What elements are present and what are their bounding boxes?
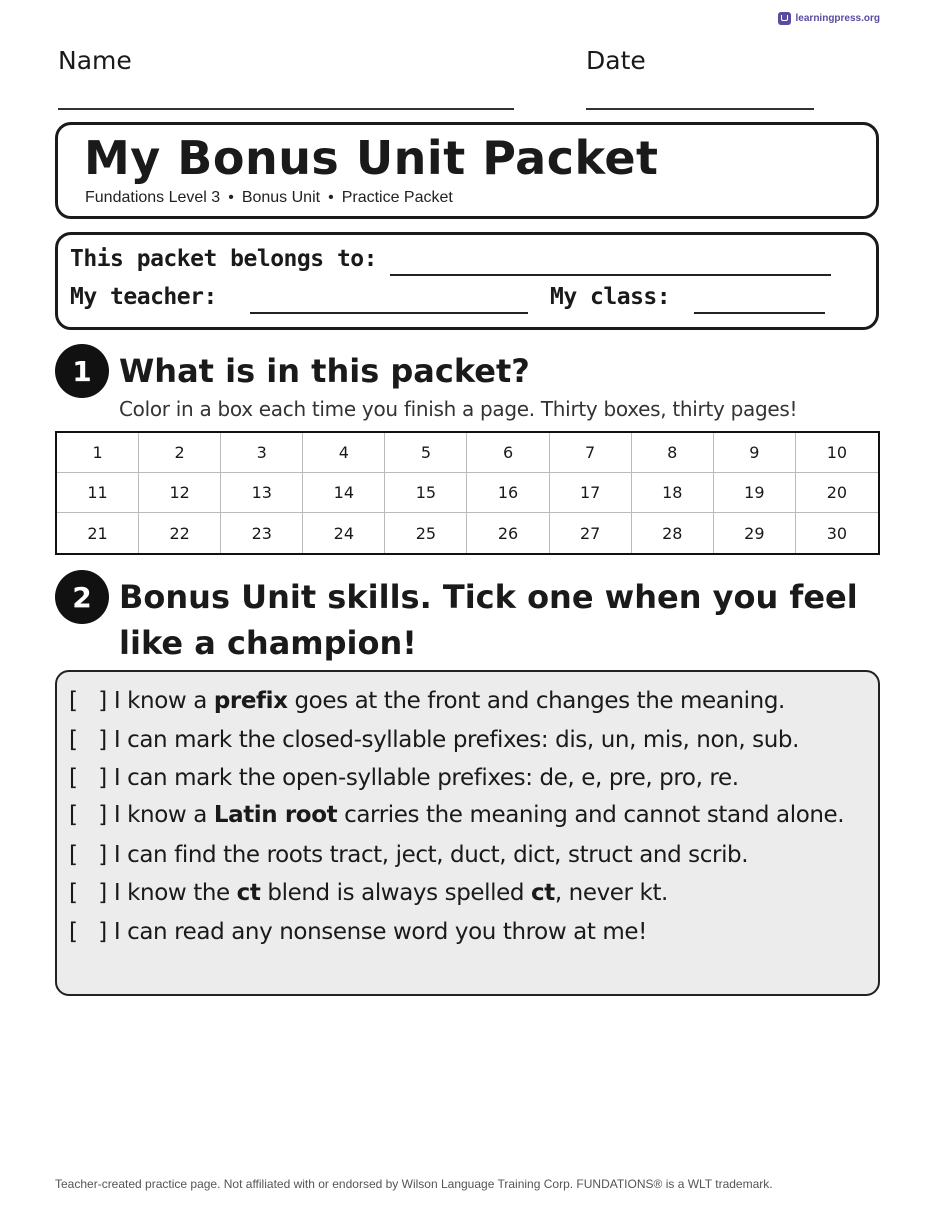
page-box[interactable]: 1	[57, 433, 139, 473]
page-box[interactable]: 20	[796, 473, 878, 513]
page-box[interactable]: 5	[385, 433, 467, 473]
section-1-title: What is in this packet?	[119, 352, 530, 390]
page-box[interactable]: 22	[139, 513, 221, 553]
skill-text: carries the meaning and cannot stand alone.	[337, 801, 845, 828]
skill-text: , never kt.	[554, 880, 668, 906]
page-box[interactable]: 15	[385, 473, 467, 513]
skill-item[interactable]	[69, 721, 866, 760]
skill-item[interactable]	[69, 913, 866, 952]
belongs-label: This packet belongs to:	[70, 246, 377, 272]
page-box[interactable]: 23	[221, 513, 303, 553]
page-box[interactable]: 13	[221, 473, 303, 513]
subtitle-unit: Bonus Unit	[241, 189, 321, 206]
skills-checklist	[55, 670, 880, 996]
section-1-instruction: Color in a box each time you finish a page. Thirty boxes, thirty pages!	[119, 397, 798, 421]
skill-item[interactable]	[69, 759, 866, 798]
page-box[interactable]: 26	[467, 513, 549, 553]
skill-text: blend is always spelled	[260, 880, 531, 906]
owner-line[interactable]	[390, 274, 831, 276]
page-tracker-grid	[55, 431, 880, 555]
page-box[interactable]: 8	[632, 433, 714, 473]
page-box[interactable]: 6	[467, 433, 549, 473]
teacher-label: My teacher:	[70, 284, 217, 310]
skill-item[interactable]	[69, 798, 866, 833]
subtitle-separator: •	[228, 189, 234, 206]
tick-box[interactable]: [ ]	[69, 880, 107, 906]
skill-text: I know a	[113, 688, 214, 714]
subtitle-packet: Practice Packet	[341, 189, 453, 206]
tick-box[interactable]: [ ]	[69, 726, 107, 753]
page-box[interactable]: 21	[57, 513, 139, 553]
title-box	[55, 122, 879, 219]
page-title: My Bonus Unit Packet	[84, 131, 659, 185]
skill-keyword: ct	[531, 880, 555, 906]
tick-box[interactable]: [ ]	[69, 765, 107, 791]
page-box[interactable]: 17	[550, 473, 632, 513]
page-box[interactable]: 11	[57, 473, 139, 513]
page-box[interactable]: 18	[632, 473, 714, 513]
section-1-number: 1	[55, 344, 109, 398]
subtitle-level: Fundations Level 3	[85, 189, 221, 206]
class-label: My class:	[550, 284, 671, 310]
belongs-box	[55, 232, 879, 330]
skill-text: I know a	[113, 801, 214, 828]
skill-keyword: prefix	[213, 688, 288, 714]
skill-keyword: Latin root	[213, 801, 338, 828]
section-2-number: 2	[55, 570, 109, 624]
section-2-title: Bonus Unit skills. Tick one when you feel like a champion!	[119, 578, 858, 662]
page-box[interactable]: 2	[139, 433, 221, 473]
page-box[interactable]: 3	[221, 433, 303, 473]
page-box[interactable]: 25	[385, 513, 467, 553]
page-box[interactable]: 27	[550, 513, 632, 553]
skill-text: goes at the front and changes the meaning.	[287, 688, 785, 714]
skill-item[interactable]	[69, 874, 866, 913]
page-box[interactable]: 12	[139, 473, 221, 513]
skill-text: I can mark the open-syllable prefixes: de, e, pre, pro, re.	[113, 765, 739, 791]
skill-keyword: ct	[236, 880, 261, 906]
brand-text: learningpress.org	[795, 13, 880, 24]
date-label: Date	[586, 46, 646, 75]
page-box[interactable]: 7	[550, 433, 632, 473]
page-box[interactable]: 30	[826, 523, 848, 543]
skill-item[interactable]	[69, 682, 866, 721]
page-box[interactable]: 28	[632, 513, 714, 553]
subtitle	[85, 189, 453, 207]
page-box[interactable]: 10	[796, 433, 878, 473]
name-label: Name	[58, 46, 132, 75]
tick-box[interactable]: [ ]	[69, 841, 107, 868]
page-box[interactable]: 19	[714, 473, 796, 513]
tick-box[interactable]: [ ]	[69, 801, 107, 828]
tick-box[interactable]: [ ]	[69, 688, 107, 714]
page-box[interactable]: 16	[467, 473, 549, 513]
skill-text: I can mark the closed-syllable prefixes: dis, un, mis, non, sub.	[113, 726, 800, 753]
page-box[interactable]: 4	[303, 433, 385, 473]
skill-item[interactable]	[69, 836, 866, 875]
name-line[interactable]	[58, 108, 514, 110]
page-box[interactable]: 29	[714, 513, 796, 553]
subtitle-separator: •	[328, 189, 334, 206]
page-box[interactable]: 24	[303, 513, 385, 553]
book-icon	[778, 12, 791, 25]
page-box[interactable]: 14	[303, 473, 385, 513]
page-box[interactable]: 9	[714, 433, 796, 473]
tick-box[interactable]: [ ]	[69, 918, 107, 945]
brand[interactable]	[778, 12, 880, 25]
class-line[interactable]	[694, 312, 825, 314]
date-line[interactable]	[586, 108, 814, 110]
skill-text: I know the	[113, 880, 237, 906]
teacher-line[interactable]	[250, 312, 528, 314]
skill-text: I can find the roots tract, ject, duct, dict, struct and scrib.	[113, 841, 749, 868]
footer-disclaimer: Teacher-created practice page. Not affiliated with or endorsed by Wilson Language Training Corp. FUNDATIONS® is a WLT trademark.	[55, 1177, 773, 1191]
skill-text: I can read any nonsense word you throw at me!	[113, 918, 647, 945]
